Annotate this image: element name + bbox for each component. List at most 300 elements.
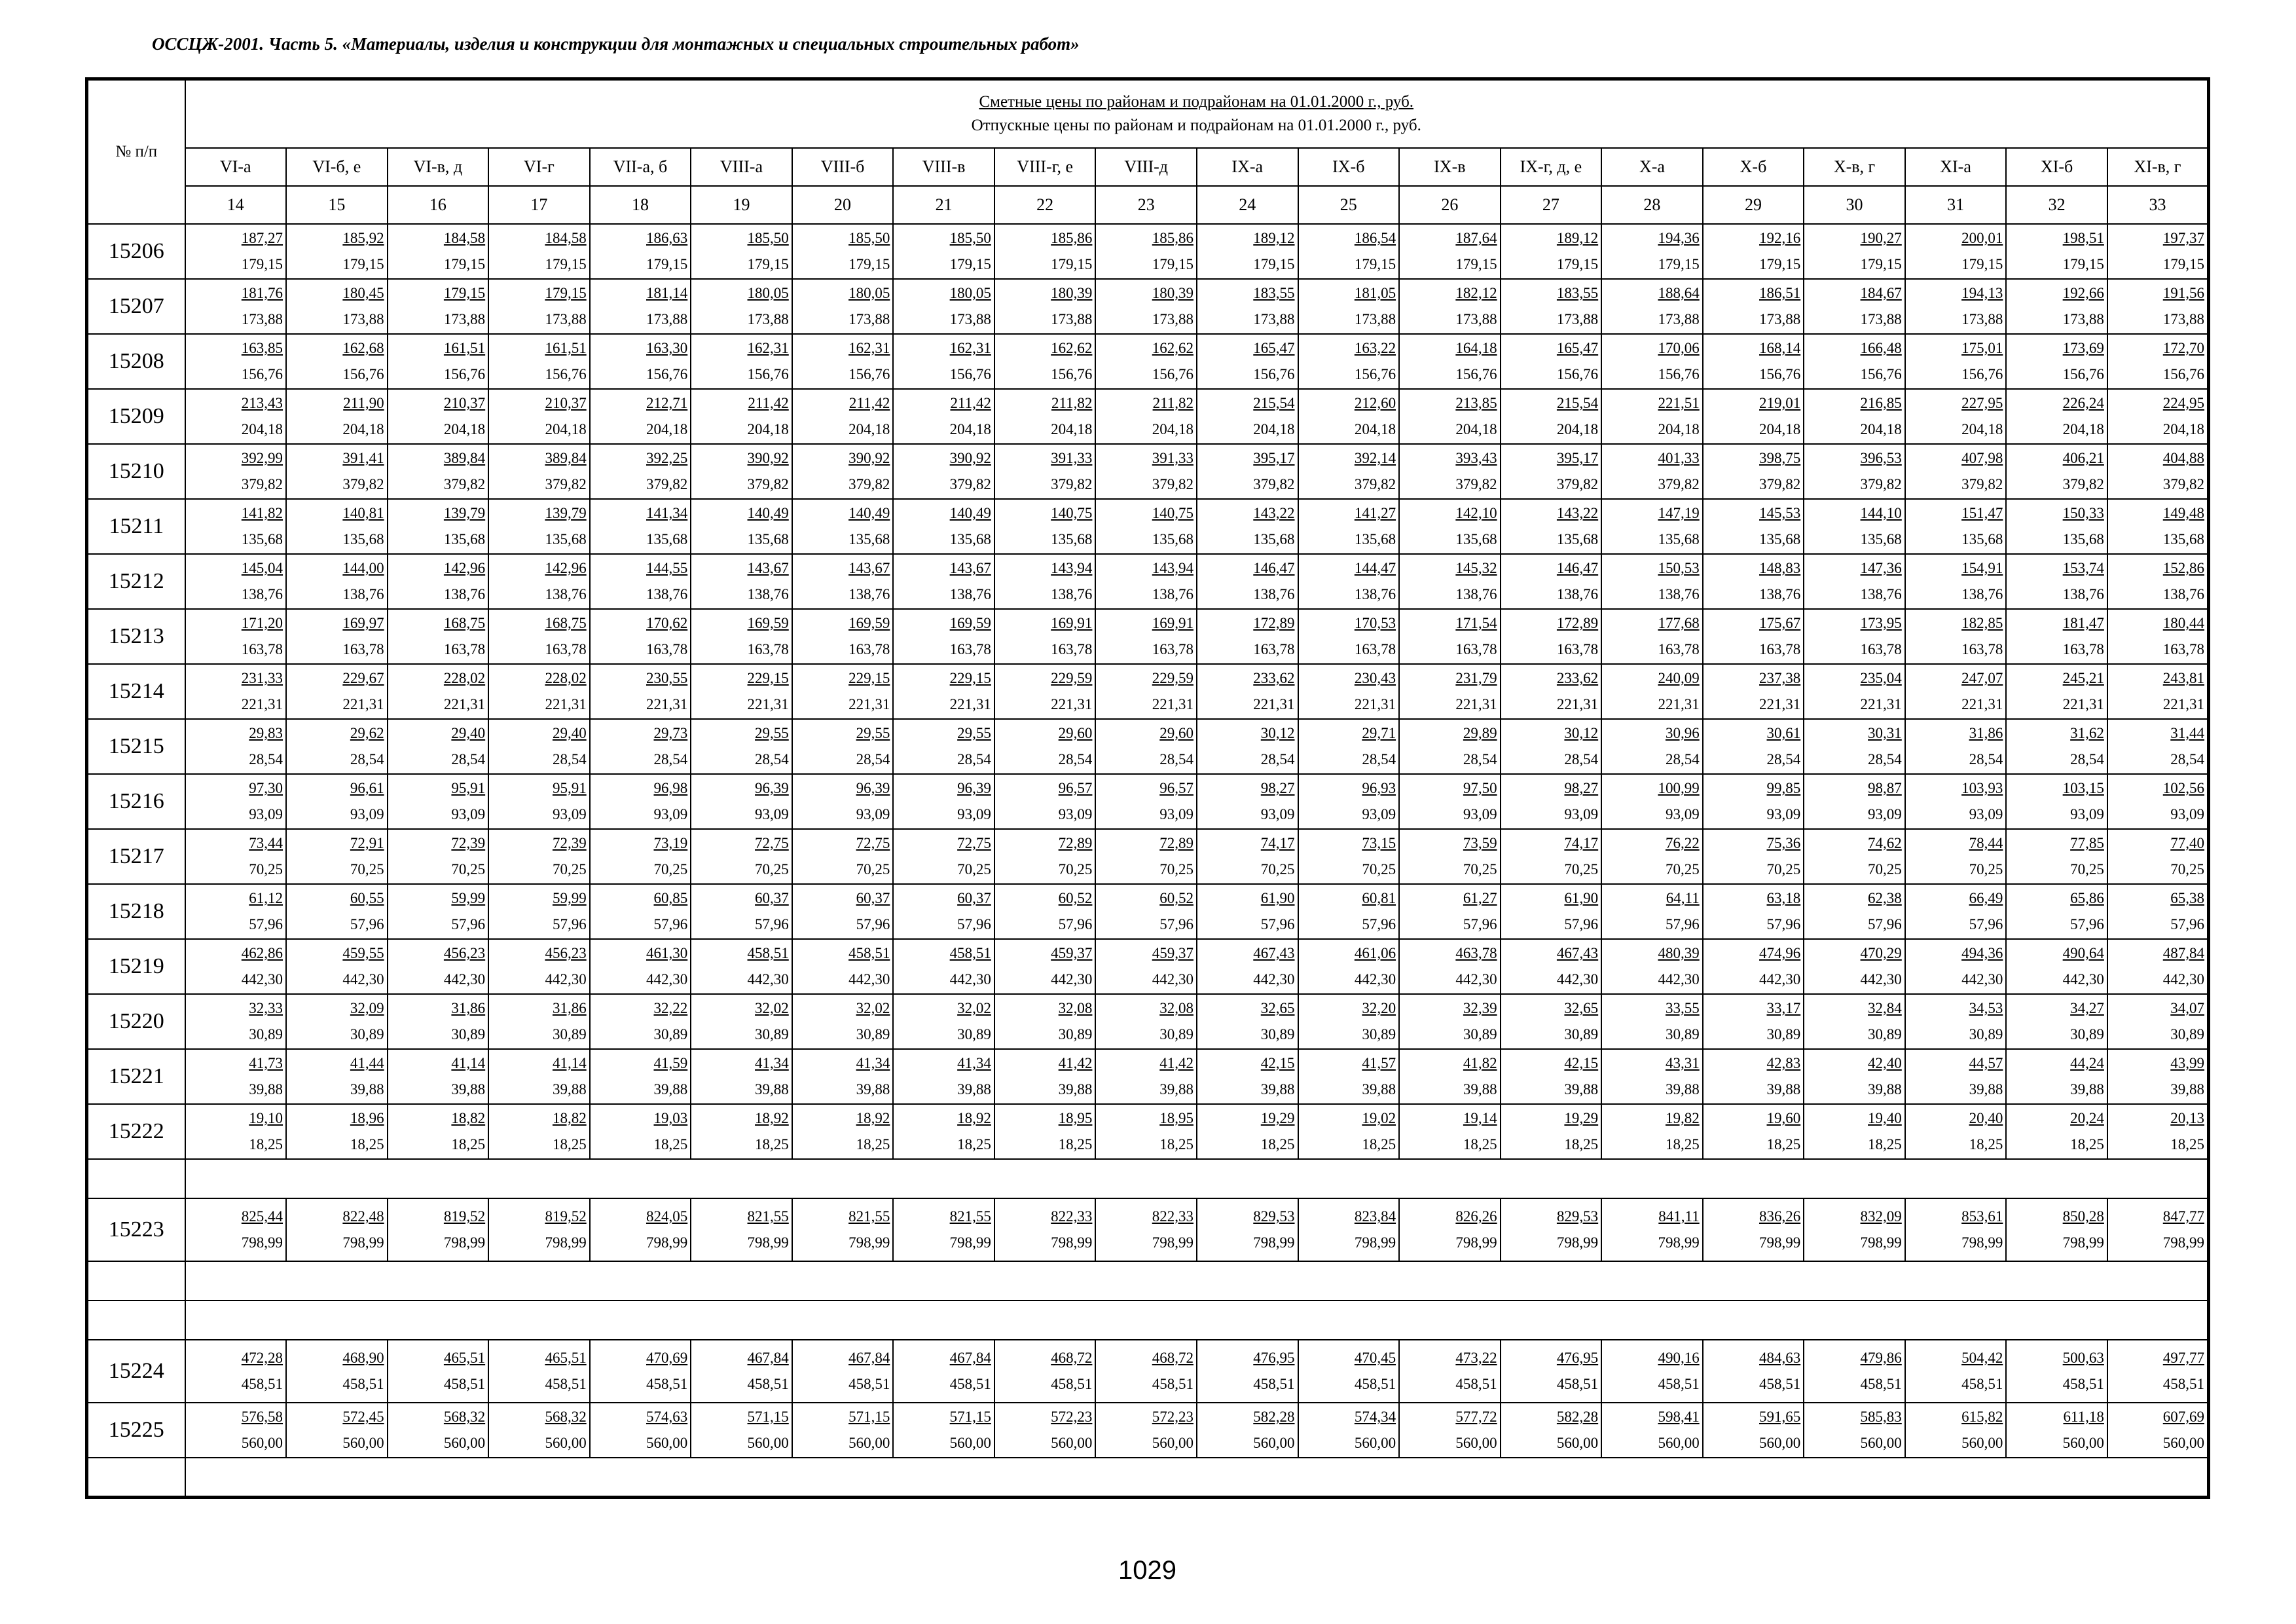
price-cell bbox=[1905, 664, 2007, 719]
otpusk-price: 156,76 bbox=[1759, 366, 1801, 382]
price-cell bbox=[1703, 609, 1804, 664]
otpusk-price: 221,31 bbox=[2062, 696, 2104, 712]
otpusk-price: 93,09 bbox=[1058, 806, 1093, 822]
otpusk-price: 18,25 bbox=[1665, 1136, 1700, 1153]
table-title bbox=[185, 79, 2209, 149]
price-cell bbox=[2107, 664, 2209, 719]
price-cell bbox=[488, 1403, 590, 1458]
smeta-price: 32,02 bbox=[755, 1000, 789, 1016]
smeta-price: 186,54 bbox=[1354, 230, 1396, 246]
price-cell bbox=[185, 884, 287, 939]
smeta-price: 229,67 bbox=[342, 670, 384, 686]
smeta-price: 72,39 bbox=[451, 835, 486, 851]
smeta-price: 32,08 bbox=[1058, 1000, 1093, 1016]
otpusk-price: 28,54 bbox=[1159, 751, 1194, 767]
smeta-price: 474,96 bbox=[1759, 945, 1801, 961]
price-cell bbox=[1095, 609, 1197, 664]
otpusk-price: 221,31 bbox=[848, 696, 890, 712]
otpusk-price: 18,25 bbox=[755, 1136, 789, 1153]
blank-cell bbox=[87, 1301, 185, 1340]
smeta-price: 243,81 bbox=[2162, 670, 2204, 686]
price-cell bbox=[2006, 1198, 2107, 1261]
row-code: 15223 bbox=[87, 1198, 185, 1261]
price-cell bbox=[1095, 1104, 1197, 1159]
smeta-price: 230,55 bbox=[646, 670, 688, 686]
price-cell bbox=[1399, 774, 1501, 829]
price-cell bbox=[2107, 994, 2209, 1049]
smeta-price: 185,86 bbox=[1051, 230, 1093, 246]
smeta-price: 74,17 bbox=[1564, 835, 1599, 851]
price-cell bbox=[1501, 609, 1602, 664]
smeta-price: 41,42 bbox=[1058, 1055, 1093, 1071]
smeta-price: 96,61 bbox=[350, 780, 384, 796]
price-cell bbox=[286, 499, 388, 554]
row-code: 15224 bbox=[87, 1340, 185, 1403]
otpusk-price: 70,25 bbox=[1159, 861, 1194, 877]
otpusk-price: 442,30 bbox=[747, 971, 789, 987]
otpusk-price: 156,76 bbox=[241, 366, 283, 382]
smeta-price: 30,61 bbox=[1766, 725, 1801, 741]
smeta-price: 465,51 bbox=[443, 1350, 486, 1366]
price-cell bbox=[388, 774, 489, 829]
smeta-price: 170,06 bbox=[1658, 340, 1700, 356]
price-cell bbox=[792, 334, 894, 389]
otpusk-price: 135,68 bbox=[545, 531, 587, 547]
otpusk-price: 442,30 bbox=[1354, 971, 1396, 987]
price-cell bbox=[1298, 554, 1400, 609]
otpusk-price: 30,89 bbox=[1766, 1026, 1801, 1043]
otpusk-price: 39,88 bbox=[1058, 1081, 1093, 1098]
smeta-price: 211,90 bbox=[343, 395, 384, 411]
price-cell bbox=[1399, 1198, 1501, 1261]
price-cell bbox=[893, 719, 994, 774]
otpusk-price: 798,99 bbox=[1556, 1234, 1599, 1251]
smeta-price: 850,28 bbox=[2062, 1208, 2104, 1225]
otpusk-price: 18,25 bbox=[249, 1136, 283, 1153]
price-cell bbox=[691, 719, 792, 774]
price-cell bbox=[1399, 1104, 1501, 1159]
district-header: IX-г, д, е bbox=[1501, 148, 1602, 186]
otpusk-price: 221,31 bbox=[747, 696, 789, 712]
smeta-price: 231,79 bbox=[1455, 670, 1497, 686]
smeta-price: 170,53 bbox=[1354, 615, 1396, 631]
price-cell bbox=[1601, 664, 1703, 719]
smeta-price: 19,29 bbox=[1564, 1110, 1599, 1126]
price-cell bbox=[286, 1104, 388, 1159]
price-cell bbox=[1501, 1049, 1602, 1104]
price-cell bbox=[691, 1403, 792, 1458]
price-cell bbox=[994, 884, 1096, 939]
price-cell bbox=[792, 829, 894, 884]
otpusk-price: 379,82 bbox=[241, 476, 283, 492]
otpusk-price: 163,78 bbox=[1253, 641, 1295, 657]
price-cell bbox=[590, 444, 691, 499]
otpusk-price: 179,15 bbox=[443, 256, 486, 272]
price-cell bbox=[1298, 774, 1400, 829]
price-cell bbox=[185, 829, 287, 884]
otpusk-price: 179,15 bbox=[848, 256, 890, 272]
price-table bbox=[85, 77, 2210, 1499]
otpusk-price: 39,88 bbox=[957, 1081, 991, 1098]
row-code: 15211 bbox=[87, 499, 185, 554]
price-cell bbox=[1804, 829, 1905, 884]
column-number: 26 bbox=[1399, 186, 1501, 224]
price-cell bbox=[893, 1403, 994, 1458]
otpusk-price: 93,09 bbox=[856, 806, 890, 822]
otpusk-price: 560,00 bbox=[646, 1435, 688, 1451]
price-cell bbox=[2006, 994, 2107, 1049]
otpusk-price: 39,88 bbox=[1260, 1081, 1295, 1098]
district-header: VII-а, б bbox=[590, 148, 691, 186]
price-cell bbox=[590, 609, 691, 664]
smeta-price: 392,99 bbox=[241, 450, 283, 466]
smeta-price: 390,92 bbox=[848, 450, 890, 466]
smeta-price: 18,92 bbox=[957, 1110, 991, 1126]
smeta-price: 240,09 bbox=[1658, 670, 1700, 686]
smeta-price: 172,70 bbox=[2162, 340, 2204, 356]
table-row bbox=[87, 499, 2209, 554]
price-cell bbox=[1095, 1403, 1197, 1458]
price-cell bbox=[1501, 719, 1602, 774]
blank-row bbox=[87, 1159, 2209, 1198]
price-cell bbox=[1905, 389, 2007, 444]
price-cell bbox=[185, 939, 287, 994]
smeta-price: 43,31 bbox=[1665, 1055, 1700, 1071]
otpusk-price: 70,25 bbox=[957, 861, 991, 877]
smeta-price: 504,42 bbox=[1961, 1350, 2003, 1366]
column-number: 33 bbox=[2107, 186, 2209, 224]
otpusk-price: 57,96 bbox=[1766, 916, 1801, 932]
column-number: 23 bbox=[1095, 186, 1197, 224]
smeta-price: 470,45 bbox=[1354, 1350, 1396, 1366]
price-cell bbox=[1804, 774, 1905, 829]
otpusk-price: 179,15 bbox=[545, 256, 587, 272]
otpusk-price: 39,88 bbox=[1665, 1081, 1700, 1098]
price-cell bbox=[388, 1403, 489, 1458]
smeta-price: 162,31 bbox=[747, 340, 789, 356]
price-cell bbox=[1905, 774, 2007, 829]
otpusk-price: 28,54 bbox=[957, 751, 991, 767]
price-cell bbox=[2107, 1198, 2209, 1261]
otpusk-price: 57,96 bbox=[1463, 916, 1497, 932]
smeta-price: 192,16 bbox=[1759, 230, 1801, 246]
smeta-price: 215,54 bbox=[1556, 395, 1599, 411]
otpusk-price: 221,31 bbox=[949, 696, 991, 712]
otpusk-price: 442,30 bbox=[2162, 971, 2204, 987]
smeta-price: 140,49 bbox=[747, 505, 789, 521]
smeta-price: 32,09 bbox=[350, 1000, 384, 1016]
table-row bbox=[87, 1104, 2209, 1159]
district-header: VIII-д bbox=[1095, 148, 1197, 186]
price-cell bbox=[1905, 939, 2007, 994]
otpusk-price: 28,54 bbox=[1868, 751, 1902, 767]
smeta-price: 461,30 bbox=[646, 945, 688, 961]
otpusk-price: 57,96 bbox=[451, 916, 486, 932]
column-number: 25 bbox=[1298, 186, 1400, 224]
otpusk-price: 560,00 bbox=[2062, 1435, 2104, 1451]
otpusk-price: 135,68 bbox=[1759, 531, 1801, 547]
price-cell bbox=[1298, 444, 1400, 499]
price-cell bbox=[792, 554, 894, 609]
otpusk-price: 30,89 bbox=[1159, 1026, 1194, 1043]
otpusk-price: 30,89 bbox=[1058, 1026, 1093, 1043]
otpusk-price: 156,76 bbox=[1051, 366, 1093, 382]
otpusk-price: 135,68 bbox=[2062, 531, 2104, 547]
price-cell bbox=[2107, 554, 2209, 609]
otpusk-price: 30,89 bbox=[1665, 1026, 1700, 1043]
smeta-price: 847,77 bbox=[2162, 1208, 2204, 1225]
price-cell bbox=[893, 939, 994, 994]
otpusk-price: 379,82 bbox=[342, 476, 384, 492]
otpusk-price: 442,30 bbox=[1152, 971, 1194, 987]
otpusk-price: 30,89 bbox=[2170, 1026, 2204, 1043]
otpusk-price: 93,09 bbox=[1665, 806, 1700, 822]
smeta-price: 162,62 bbox=[1152, 340, 1194, 356]
otpusk-price: 179,15 bbox=[2062, 256, 2104, 272]
column-number: 30 bbox=[1804, 186, 1905, 224]
price-cell bbox=[1501, 499, 1602, 554]
price-cell bbox=[1197, 664, 1298, 719]
smeta-price: 393,43 bbox=[1455, 450, 1497, 466]
smeta-price: 235,04 bbox=[1860, 670, 1902, 686]
price-cell bbox=[1095, 994, 1197, 1049]
otpusk-price: 70,25 bbox=[451, 861, 486, 877]
price-cell bbox=[388, 1049, 489, 1104]
otpusk-price: 39,88 bbox=[653, 1081, 688, 1098]
otpusk-price: 173,88 bbox=[1253, 311, 1295, 327]
price-cell bbox=[2107, 389, 2209, 444]
otpusk-price: 57,96 bbox=[1159, 916, 1194, 932]
column-number: 15 bbox=[286, 186, 388, 224]
table-row bbox=[87, 829, 2209, 884]
smeta-price: 41,34 bbox=[755, 1055, 789, 1071]
otpusk-price: 798,99 bbox=[545, 1234, 587, 1251]
price-cell bbox=[1703, 774, 1804, 829]
smeta-price: 841,11 bbox=[1658, 1208, 1700, 1225]
otpusk-price: 173,88 bbox=[848, 311, 890, 327]
smeta-price: 73,15 bbox=[1362, 835, 1396, 851]
table-row bbox=[87, 1340, 2209, 1403]
smeta-price: 568,32 bbox=[545, 1409, 587, 1425]
table-row bbox=[87, 719, 2209, 774]
price-cell bbox=[1905, 1403, 2007, 1458]
price-cell bbox=[1501, 939, 1602, 994]
otpusk-price: 156,76 bbox=[1860, 366, 1902, 382]
otpusk-price: 179,15 bbox=[1253, 256, 1295, 272]
otpusk-price: 798,99 bbox=[646, 1234, 688, 1251]
smeta-price: 60,37 bbox=[957, 890, 991, 906]
otpusk-price: 798,99 bbox=[1860, 1234, 1902, 1251]
price-cell bbox=[893, 774, 994, 829]
smeta-price: 168,14 bbox=[1759, 340, 1801, 356]
price-cell bbox=[893, 499, 994, 554]
smeta-price: 29,62 bbox=[350, 725, 384, 741]
otpusk-price: 39,88 bbox=[1969, 1081, 2003, 1098]
smeta-price: 96,39 bbox=[755, 780, 789, 796]
smeta-price: 60,37 bbox=[755, 890, 789, 906]
price-cell bbox=[1905, 499, 2007, 554]
otpusk-price: 39,88 bbox=[350, 1081, 384, 1098]
price-cell bbox=[2107, 1104, 2209, 1159]
otpusk-price: 30,89 bbox=[1868, 1026, 1902, 1043]
price-cell bbox=[1501, 554, 1602, 609]
price-cell bbox=[185, 444, 287, 499]
price-cell bbox=[185, 719, 287, 774]
smeta-price: 96,57 bbox=[1058, 780, 1093, 796]
price-cell bbox=[994, 829, 1096, 884]
row-code: 15219 bbox=[87, 939, 185, 994]
price-cell bbox=[893, 554, 994, 609]
price-cell bbox=[388, 1340, 489, 1403]
otpusk-price: 135,68 bbox=[443, 531, 486, 547]
price-cell bbox=[590, 829, 691, 884]
otpusk-price: 163,78 bbox=[1961, 641, 2003, 657]
otpusk-price: 798,99 bbox=[1354, 1234, 1396, 1251]
smeta-price: 191,56 bbox=[2162, 285, 2204, 301]
smeta-price: 153,74 bbox=[2062, 560, 2104, 576]
table-row bbox=[87, 554, 2209, 609]
smeta-price: 41,73 bbox=[249, 1055, 283, 1071]
otpusk-price: 179,15 bbox=[1556, 256, 1599, 272]
smeta-price: 395,17 bbox=[1253, 450, 1295, 466]
price-cell bbox=[691, 994, 792, 1049]
otpusk-price: 30,89 bbox=[350, 1026, 384, 1043]
otpusk-price: 70,25 bbox=[1362, 861, 1396, 877]
smeta-price: 215,54 bbox=[1253, 395, 1295, 411]
otpusk-price: 57,96 bbox=[653, 916, 688, 932]
smeta-price: 142,96 bbox=[443, 560, 486, 576]
price-cell bbox=[1601, 719, 1703, 774]
smeta-price: 165,47 bbox=[1253, 340, 1295, 356]
smeta-price: 30,12 bbox=[1564, 725, 1599, 741]
otpusk-price: 18,25 bbox=[2070, 1136, 2104, 1153]
otpusk-price: 138,76 bbox=[949, 586, 991, 602]
smeta-price: 72,39 bbox=[552, 835, 587, 851]
smeta-price: 18,92 bbox=[755, 1110, 789, 1126]
otpusk-price: 442,30 bbox=[1658, 971, 1700, 987]
otpusk-price: 442,30 bbox=[949, 971, 991, 987]
price-cell bbox=[691, 829, 792, 884]
otpusk-price: 798,99 bbox=[1658, 1234, 1700, 1251]
otpusk-price: 379,82 bbox=[1860, 476, 1902, 492]
smeta-price: 97,30 bbox=[249, 780, 283, 796]
otpusk-price: 221,31 bbox=[241, 696, 283, 712]
smeta-price: 150,53 bbox=[1658, 560, 1700, 576]
otpusk-price: 138,76 bbox=[1860, 586, 1902, 602]
smeta-price: 468,72 bbox=[1152, 1350, 1194, 1366]
price-cell bbox=[994, 389, 1096, 444]
otpusk-price: 18,25 bbox=[2170, 1136, 2204, 1153]
otpusk-price: 135,68 bbox=[1961, 531, 2003, 547]
price-cell bbox=[1197, 554, 1298, 609]
otpusk-price: 39,88 bbox=[755, 1081, 789, 1098]
price-cell bbox=[286, 389, 388, 444]
price-cell bbox=[994, 1104, 1096, 1159]
otpusk-price: 221,31 bbox=[545, 696, 587, 712]
otpusk-price: 135,68 bbox=[1152, 531, 1194, 547]
otpusk-price: 18,25 bbox=[1868, 1136, 1902, 1153]
smeta-price: 19,02 bbox=[1362, 1110, 1396, 1126]
price-cell bbox=[1905, 334, 2007, 389]
price-cell bbox=[1905, 609, 2007, 664]
otpusk-price: 28,54 bbox=[1260, 751, 1295, 767]
table-row bbox=[87, 774, 2209, 829]
price-cell bbox=[388, 224, 489, 279]
district-header: VI-г bbox=[488, 148, 590, 186]
price-cell bbox=[1095, 444, 1197, 499]
smeta-price: 29,83 bbox=[249, 725, 283, 741]
price-cell bbox=[1601, 279, 1703, 334]
otpusk-price: 18,25 bbox=[856, 1136, 890, 1153]
otpusk-price: 30,89 bbox=[653, 1026, 688, 1043]
smeta-price: 44,57 bbox=[1969, 1055, 2003, 1071]
otpusk-price: 138,76 bbox=[1961, 586, 2003, 602]
otpusk-price: 57,96 bbox=[1969, 916, 2003, 932]
price-cell bbox=[994, 554, 1096, 609]
otpusk-price: 138,76 bbox=[545, 586, 587, 602]
column-number: 22 bbox=[994, 186, 1096, 224]
price-cell bbox=[893, 884, 994, 939]
price-cell bbox=[691, 609, 792, 664]
smeta-price: 212,60 bbox=[1354, 395, 1396, 411]
otpusk-price: 560,00 bbox=[1860, 1435, 1902, 1451]
smeta-price: 480,39 bbox=[1658, 945, 1700, 961]
price-cell bbox=[1298, 224, 1400, 279]
smeta-price: 224,95 bbox=[2162, 395, 2204, 411]
otpusk-price: 70,25 bbox=[1058, 861, 1093, 877]
smeta-price: 456,23 bbox=[443, 945, 486, 961]
smeta-price: 497,77 bbox=[2162, 1350, 2204, 1366]
district-header: XI-б bbox=[2006, 148, 2107, 186]
otpusk-price: 221,31 bbox=[1759, 696, 1801, 712]
otpusk-price: 204,18 bbox=[545, 421, 587, 437]
otpusk-price: 156,76 bbox=[1455, 366, 1497, 382]
smeta-price: 61,12 bbox=[249, 890, 283, 906]
otpusk-price: 39,88 bbox=[1463, 1081, 1497, 1098]
smeta-price: 59,99 bbox=[451, 890, 486, 906]
smeta-price: 190,27 bbox=[1860, 230, 1902, 246]
otpusk-price: 30,89 bbox=[1362, 1026, 1396, 1043]
otpusk-price: 28,54 bbox=[1564, 751, 1599, 767]
price-cell bbox=[488, 939, 590, 994]
price-cell bbox=[994, 1198, 1096, 1261]
price-cell bbox=[1197, 1104, 1298, 1159]
otpusk-price: 173,88 bbox=[949, 311, 991, 327]
smeta-price: 169,59 bbox=[747, 615, 789, 631]
price-cell bbox=[1905, 1049, 2007, 1104]
column-number: 24 bbox=[1197, 186, 1298, 224]
otpusk-price: 18,25 bbox=[1766, 1136, 1801, 1153]
otpusk-price: 204,18 bbox=[646, 421, 688, 437]
price-cell bbox=[994, 939, 1096, 994]
smeta-price: 29,60 bbox=[1058, 725, 1093, 741]
smeta-price: 100,99 bbox=[1658, 780, 1700, 796]
price-cell bbox=[994, 994, 1096, 1049]
smeta-price: 390,92 bbox=[949, 450, 991, 466]
table-row bbox=[87, 224, 2209, 279]
price-cell bbox=[286, 224, 388, 279]
table-row bbox=[87, 444, 2209, 499]
smeta-price: 150,33 bbox=[2062, 505, 2104, 521]
smeta-price: 182,12 bbox=[1455, 285, 1497, 301]
column-number: 29 bbox=[1703, 186, 1804, 224]
price-cell bbox=[1095, 389, 1197, 444]
smeta-price: 143,94 bbox=[1051, 560, 1093, 576]
blank-row bbox=[87, 1458, 2209, 1497]
price-cell bbox=[1095, 884, 1197, 939]
otpusk-price: 173,88 bbox=[1152, 311, 1194, 327]
price-cell bbox=[691, 664, 792, 719]
